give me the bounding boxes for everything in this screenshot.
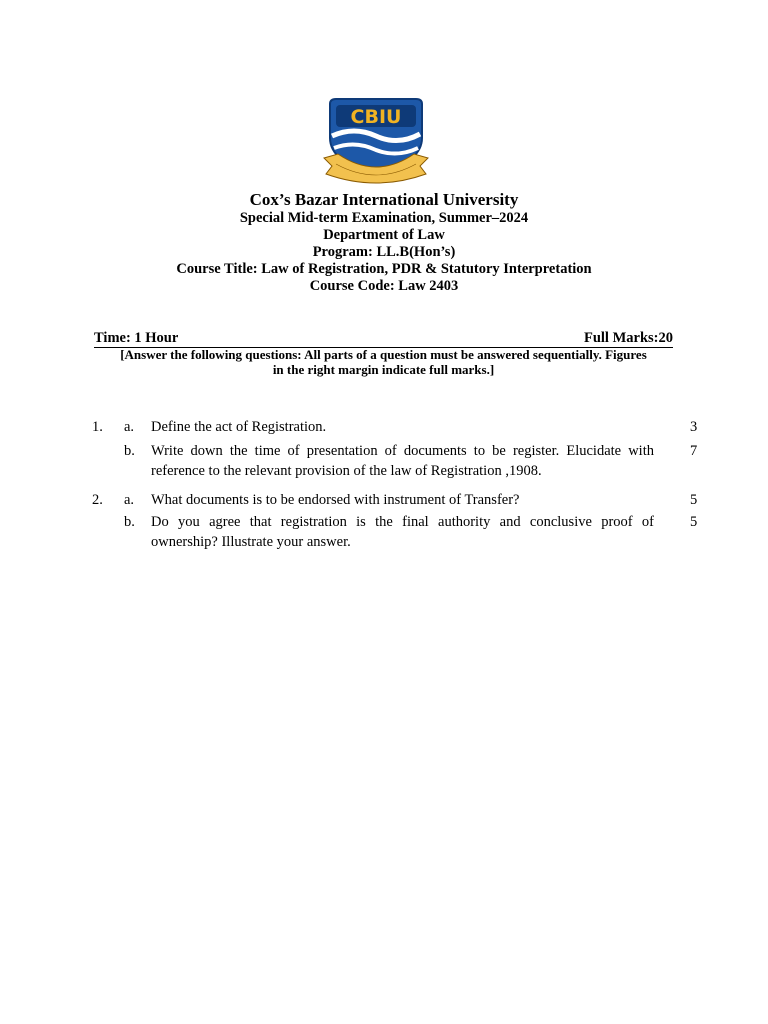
course-code: Course Code: Law 2403 <box>309 278 459 294</box>
sub-question-label: b. <box>124 443 135 459</box>
full-marks: Full Marks:20 <box>583 330 673 346</box>
instructions-line-1: [Answer the following questions: All parts of a question must be answered sequentially. Figures <box>120 347 647 362</box>
course-title: Course Title: Law of Registration, PDR & Statutory Interpretation <box>176 261 592 277</box>
question-marks: 3 <box>690 419 698 435</box>
time-marks-row <box>94 330 673 348</box>
logo-text: CBIU <box>350 106 402 128</box>
question-marks: 7 <box>690 443 698 459</box>
department: Department of Law <box>323 227 445 243</box>
sub-question-text: Write down the time of presentation of documents to be register. Elucidate with reference to the relevant provision of the law of Registration ,1908. <box>151 443 654 479</box>
university-name: Cox’s Bazar International University <box>249 190 519 209</box>
sub-question-text: What documents is to be endorsed with instrument of Transfer? <box>151 492 520 508</box>
question-number: 2. <box>92 492 103 508</box>
sub-question-label: a. <box>124 419 135 435</box>
sub-question-label: a. <box>124 492 135 508</box>
instructions <box>92 347 675 377</box>
program: Program: LL.B(Hon’s) <box>312 244 456 260</box>
question-marks: 5 <box>690 514 698 530</box>
question-marks: 5 <box>690 492 698 508</box>
question-number: 1. <box>92 419 103 435</box>
time-allowed: Time: 1 Hour <box>94 330 179 346</box>
sub-question-text: Do you agree that registration is the final authority and conclusive proof of ownership? Illustrate your answer. <box>151 514 654 550</box>
instructions-line-2: in the right margin indicate full marks.] <box>272 362 495 377</box>
sub-question-label: b. <box>124 514 135 530</box>
university-logo <box>322 96 430 186</box>
exam-title: Special Mid-term Examination, Summer–2024 <box>239 210 529 226</box>
sub-question-text: Define the act of Registration. <box>151 419 327 435</box>
